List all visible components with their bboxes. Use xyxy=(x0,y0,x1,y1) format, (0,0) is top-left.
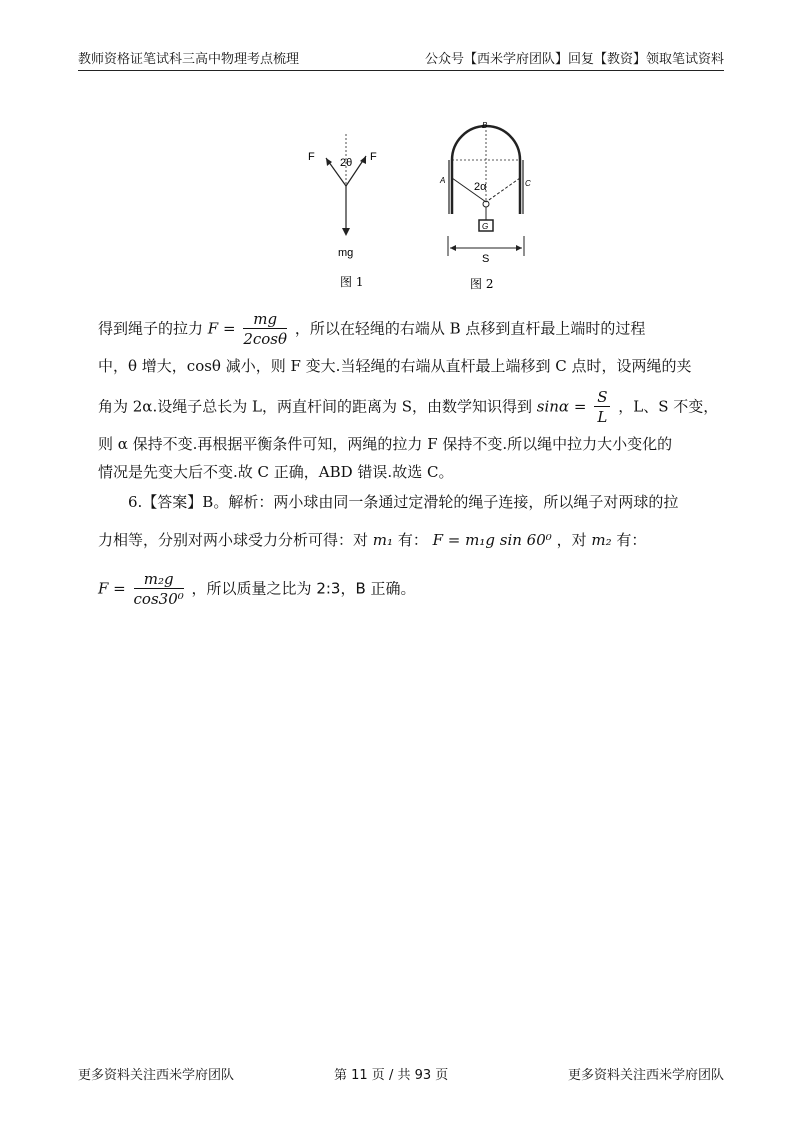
para2-line2-pre: 力相等，分别对两小球受力分析可得：对 xyxy=(98,531,369,549)
figure-2 xyxy=(439,121,531,291)
page-footer xyxy=(78,1064,724,1084)
fraction-mg-over-2cos xyxy=(243,310,287,349)
fig2-s-label: S xyxy=(482,253,490,265)
para1-line3-post: ，L、S 不变， xyxy=(618,397,719,416)
fraction-denominator: L xyxy=(597,408,608,426)
para1-line3-pre: 角为 2α.设绳子总长为 L，两直杆间的距离为 S，由数学知识得到 xyxy=(98,397,532,416)
fraction-denominator: cos30⁰ xyxy=(133,590,184,608)
para2-m2: m₂ xyxy=(591,531,612,549)
para1-line1 xyxy=(98,310,726,349)
para2-m1: m₁ xyxy=(372,531,394,549)
header-left-text: 教师资格证笔试科三高中物理考点梳理 xyxy=(78,52,300,67)
para1-line3 xyxy=(98,388,726,427)
para1-line1-post: ，所以在轻绳的右端从 B 点移到直杆最上端时的过程 xyxy=(294,319,646,338)
fraction-numerator: mg xyxy=(243,310,287,329)
fig2-g-label: G xyxy=(482,222,489,231)
para1-line5: 情况是先变大后不变.故 C 正确，ABD 错误.故选 C。 xyxy=(98,463,454,481)
fraction-numerator: S xyxy=(594,388,610,407)
fig1-f-left-label: F xyxy=(308,151,315,163)
para1-line1-pre: 得到绳子的拉力 xyxy=(98,319,204,338)
para1-line3-sin: sinα = xyxy=(536,397,587,416)
para1-line2: 中，θ 增大，cosθ 减小，则 F 变大.当轻绳的右端从直杆最上端移到 C 点时，设两绳的夹 xyxy=(98,357,692,375)
figure-1 xyxy=(308,134,377,289)
fig2-caption: 图 2 xyxy=(470,277,494,291)
page-header xyxy=(78,48,724,71)
para2-line3-F: F = xyxy=(98,579,126,598)
para2-line2-mid: 有： xyxy=(397,531,428,549)
footer-right-text: 更多资料关注西米学府团队 xyxy=(567,1068,724,1083)
fraction-m2g-over-cos30 xyxy=(134,570,184,609)
fraction-denominator: 2cosθ xyxy=(243,330,288,348)
fig1-mg-label: mg xyxy=(338,247,354,259)
fig1-caption: 图 1 xyxy=(340,275,364,289)
fig2-angle-label: 2α xyxy=(474,181,487,193)
fig1-f-right-label: F xyxy=(370,151,377,163)
para2-line2-post: ，对 xyxy=(556,531,587,549)
para2-equation-1: F = m₁g sin 60⁰ xyxy=(432,531,552,549)
para1-line4: 则 α 保持不变.再根据平衡条件可知，两绳的拉力 F 保持不变.所以绳中拉力大小变化的 xyxy=(98,435,673,453)
footer-page-number: 第 11 页 / 共 93 页 xyxy=(334,1068,449,1083)
para2-line1: 6.【答案】B。解析：两小球由同一条通过定滑轮的绳子连接，所以绳子对两球的拉 xyxy=(128,493,679,511)
fraction-numerator: m₂g xyxy=(134,570,184,589)
fig2-c-label: C xyxy=(525,179,531,188)
fig2-b-label: B xyxy=(482,121,488,130)
para1-line1-F: F = xyxy=(207,319,236,338)
para2-line2-end: 有： xyxy=(616,531,647,549)
para2-line2 xyxy=(98,530,726,550)
fig2-a-label: A xyxy=(440,176,446,185)
fig1-angle-label: 2θ xyxy=(340,157,353,169)
para2-line3-post: ，所以质量之比为 2:3，B 正确。 xyxy=(191,579,416,598)
fraction-s-over-l xyxy=(594,388,610,427)
header-right-text: 公众号【西米学府团队】回复【教资】领取笔试资料 xyxy=(424,52,724,67)
para2-line3 xyxy=(98,570,726,609)
footer-left-text: 更多资料关注西米学府团队 xyxy=(78,1068,235,1083)
physics-figures xyxy=(300,120,540,300)
